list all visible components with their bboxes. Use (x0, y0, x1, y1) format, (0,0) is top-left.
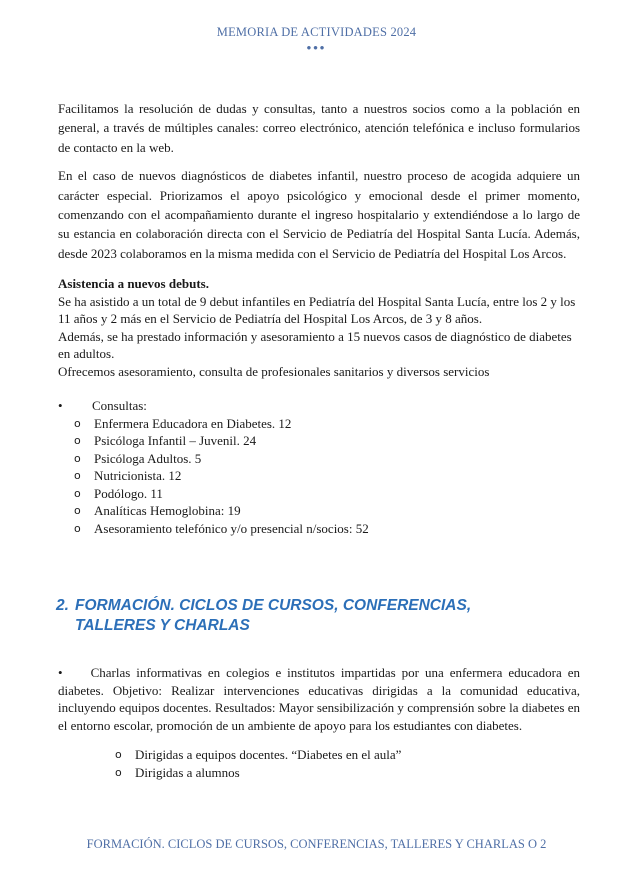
list-item: o Psicóloga Adultos. 5 (74, 450, 202, 466)
section-number: 2. (56, 597, 69, 614)
circle-bullet-icon: o (74, 451, 81, 465)
circle-bullet-icon: o (74, 416, 81, 430)
circle-bullet-icon: o (74, 434, 81, 448)
circle-bullet-icon: o (115, 765, 122, 779)
charlas-list (58, 746, 580, 781)
circle-bullet-icon: o (115, 748, 122, 761)
bullet-icon: • (58, 665, 63, 680)
diagnosis-paragraph: En el caso de nuevos diagnósticos de diabetes infantil, nuestro proceso de acogida adquiere un carácter especial. Priorizamos el apoyo psicológico y emocional desde el primer momento, comenzando con el acompañamiento durante el ingreso hospitalario y extendiéndose a lo largo de su estancia en colaboración directa con el Servicio de Pediatría del Hospital Santa Lucía. Además, desde 2023 colaboramos en la misma medida con el Servicio de Pediatría del Hospital Los Arcos. (58, 168, 580, 261)
list-item: o Nutricionista. 12 (74, 468, 182, 484)
page-header: MEMORIA DE ACTIVIDADES 2024 (216, 25, 417, 39)
debuts-heading: Asistencia a nuevos debuts. (58, 276, 209, 292)
list-item: o Psicóloga Infantil – Juvenil. 24 (74, 433, 257, 449)
list-item: o Analíticas Hemoglobina: 19 (74, 503, 241, 519)
list-item: o Enfermera Educadora en Diabetes. 12 (74, 415, 292, 431)
circle-bullet-icon: o (74, 504, 81, 518)
section-2-heading (56, 596, 536, 636)
header-dots-ornament: ••• (306, 40, 327, 55)
bullet-icon: • (58, 398, 63, 414)
intro-paragraph: Facilitamos la resolución de dudas y consultas, tanto a nuestros socios como a la población en general, a través de múltiples canales: correo electrónico, atención telefónica e incluso formularios de contacto en la web. (58, 101, 580, 155)
debuts-line-1: Se ha asistido a un total de 9 debut infantiles en Pediatría del Hospital Santa Lucía, entre los 2 y los 11 años y 2 más en el Servicio de Pediatría del Hospital Los Arcos, de 3 y 8 años. (58, 293, 576, 327)
charlas-paragraph (58, 664, 580, 734)
list-item: o Podólogo. 11 (74, 485, 163, 501)
page-footer: FORMACIÓN. CICLOS DE CURSOS, CONFERENCIAS, TALLERES Y CHARLAS O 2 (86, 837, 547, 851)
main-content (58, 99, 580, 537)
charlas-text: Charlas informativas en colegios e institutos impartidas por una enfermera educadora en diabetes. Objetivo: Realizar intervenciones educativas dirigidas a la comunidad educativa, incluyendo equipos docentes. Resultados: Mayor sensibilización y comprensión sobre la diabetes en el entorno escolar, promoción de un ambiente de apoyo para los estudiantes con diabetes. (58, 665, 580, 733)
debuts-line-2: Además, se ha prestado información y asesoramiento a 15 nuevos casos de diagnóstico de diabetes en adultos. (58, 328, 572, 362)
circle-bullet-icon: o (74, 486, 81, 500)
circle-bullet-icon: o (74, 469, 81, 483)
consultas-label: Consultas: (92, 398, 147, 414)
section-title: FORMACIÓN. CICLOS DE CURSOS, CONFERENCIAS, TALLERES Y CHARLAS (75, 597, 472, 634)
consultas-bullet (58, 397, 580, 415)
circle-bullet-icon: o (74, 521, 81, 535)
list-item: o Dirigidas a equipos docentes. “Diabetes en el aula” (115, 747, 402, 762)
consultas-list (58, 415, 580, 538)
debuts-line-3: Ofrecemos asesoramiento, consulta de profesionales sanitarios y diversos servicios (58, 363, 490, 379)
list-item: o Asesoramiento telefónico y/o presencial n/socios: 52 (74, 520, 369, 536)
section-2-content (58, 664, 580, 781)
list-item: o Dirigidas a alumnos (115, 764, 240, 780)
